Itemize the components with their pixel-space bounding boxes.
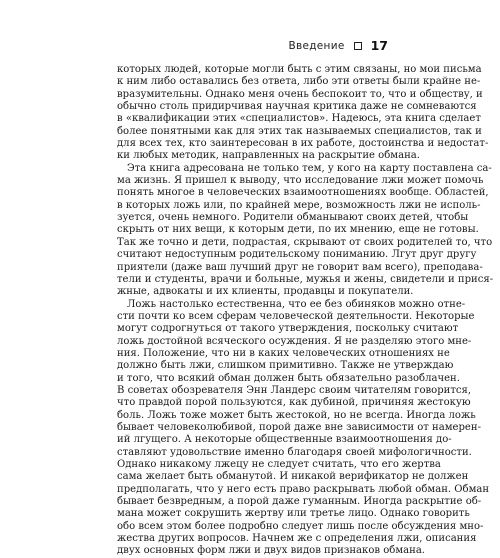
text-line: двух основных форм лжи и двух видов признаков обмана. [117,545,425,557]
text-line: боль. Ложь тоже может быть жестокой, но не всегда. Иногда ложь [117,409,476,421]
text-line: и того, что всякий обман должен быть обязательно разоблачен. [117,372,460,384]
text-line: ложь достойной всяческого осуждения. Я не разделяю этого мне- [117,335,472,347]
section-title: Введение [288,39,345,52]
text-line: считают недоступным родительскому пониманию. Лгут друг другу [117,249,477,261]
text-line: ий лгущего. А некоторые общественные взаимоотношения до- [117,434,452,446]
text-line: ма жизнь. Я пришел к выводу, что исследование лжи может помочь [117,175,484,187]
text-line: сама желает быть обманутой. И никакой верификатор не должен [117,471,469,483]
text-line: жества других вопросов. Начнем же с определения лжи, описания [117,533,477,545]
text-line: зуется, очень немного. Родители обманывают своих детей, чтобы [117,212,469,224]
text-line: более понятными как для этих так называемых специалистов, так и [117,125,482,137]
text-line: к ним либо оставались без ответа, либо эти ответы были крайне не- [117,76,481,88]
text-line: вразумительны. Однако меня очень беспокоит то, что и обществу, и [117,88,483,100]
text-line: приятели (даже ваш лучший друг не говорит вам всего), преподава- [117,261,483,273]
running-header [288,38,388,53]
text-line: обо всем этом более подробно следует лишь после обсуждения мно- [117,520,484,532]
text-line: обычно столь придирчивая научная критика даже не сомневаются [117,101,477,113]
text-line: в «квалификации этих «специалистов». Надеюсь, эта книга сделает [117,113,481,125]
text-line: могут содрогнуться от такого утверждения, поскольку считают [117,323,459,335]
text-line: ния. Положение, что ни в каких человеческих отношениях не [117,347,450,359]
text-line: скрыть от них вещи, к которым дети, по их мнению, еще не готовы. [117,224,479,236]
text-line: которых людей, которые могли быть с этим связаны, но мои письма [117,64,482,75]
text-line: должно быть лжи, слишком примитивно. Также не утверждаю [117,360,454,372]
square-icon [354,42,362,50]
text-line: ставляют удовольствие именно благодаря своей мифологичности. [117,446,472,458]
text-line: сти почти ко всем сферам человеческой деятельности. Некоторые [117,310,475,322]
text-line: ки любых методик, направленных на раскрытие обмана. [117,150,420,162]
text-line: жные, адвокаты и их клиенты, продавцы и покупатели. [117,286,414,298]
text-line: что правдой порой пользуются, как дубиной, причиняя жестокую [117,397,471,409]
text-line: бывает человеколюбивой, порой даже вне зависимости от намерен- [117,421,481,433]
text-line: Однако никакому лжецу не следует считать, что его жертва [117,459,441,470]
page-number: 17 [370,38,388,53]
text-line: для всех тех, кто заинтересован в их работе, достоинства и недостат- [117,138,489,150]
text-line: предполагать, что у него есть право раскрывать любой обман. Обман [117,483,490,495]
text-line: бывает безвредным, а порой даже гуманным. Иногда раскрытие об- [117,496,482,508]
body-text [117,64,494,558]
text-line: Эта книга адресована не только тем, у кого на карту поставлена са- [127,162,492,174]
text-line: Ложь настолько естественна, что ее без обиняков можно отне- [127,298,466,310]
text-line: тели и студенты, врачи и больные, мужья и жены, свидетели и прися- [117,273,494,285]
text-line: понять многое в человеческих взаимоотношениях вообще. Областей, [117,187,489,199]
text-line: В советах обозревателя Энн Ландерс своим читателям говорится, [117,384,472,396]
text-line: в которых ложь или, по крайней мере, возможность лжи не исполь- [117,199,481,211]
text-line: мана может сокрушить жертву или третье лицо. Однако говорить [117,508,470,520]
text-line: Так же точно и дети, подрастая, скрывают от своих родителей то, что [117,236,493,248]
